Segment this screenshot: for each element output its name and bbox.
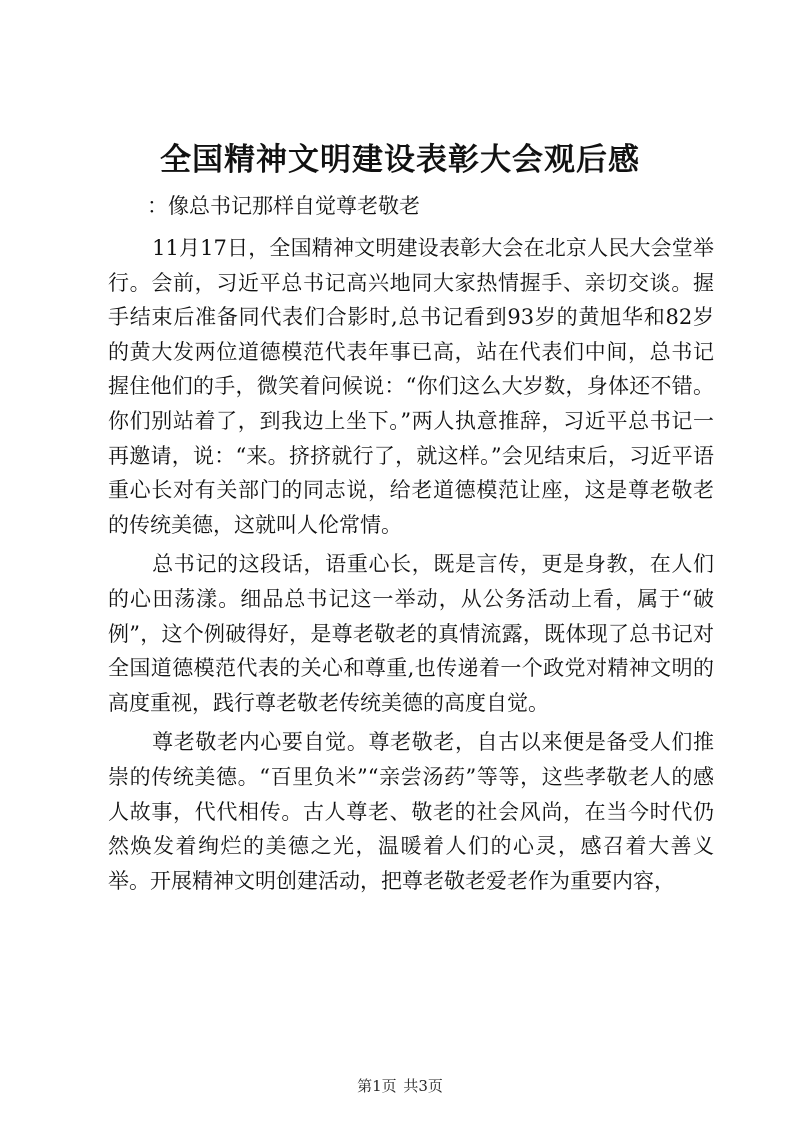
paragraph: 尊老敬老内心要自觉。尊老敬老，自古以来便是备受人们推崇的传统美德。“百里负米”“亲尝汤药”等等，这些孝敬老人的感人故事，代代相传。古人尊老、敬老的社会风尚，在当今时代仍然焕发着绚烂的美德之光，温暖着人们的心灵，感召着大善义举。开展精神文明创建活动，把尊老敬老爱老作为重要内容， (108, 730, 714, 893)
document-body (108, 231, 714, 903)
paragraph: 11月17日，全国精神文明建设表彰大会在北京人民大会堂举行。会前，习近平总书记高兴地同大家热情握手、亲切交谈。握手结束后准备同代表们合影时,总书记看到93岁的黄旭华和82岁的黄大发两位道德模范代表年事已高，站在代表们中间，总书记握住他们的手，微笑着问候说：“你们这么大岁数，身体还不错。你们别站着了，到我边上坐下。”两人执意推辞，习近平总书记一再邀请，说：“来。挤挤就行了，就这样。”会见结束后，习近平语重心长对有关部门的同志说，给老道德模范让座，这是尊老敬老的传统美德，这就叫人伦常情。 (108, 236, 714, 537)
paragraph: 总书记的这段话，语重心长，既是言传，更是身教，在人们的心田荡漾。细品总书记这一举动，从公务活动上看，属于“破例”，这个例破得好，是尊老敬老的真情流露，既体现了总书记对全国道德模范代表的关心和尊重,也传递着一个政党对精神文明的高度重视，践行尊老敬老传统美德的高度自觉。 (108, 552, 714, 715)
page-footer (0, 1076, 800, 1096)
document-title: 全国精神文明建设表彰大会观后感 (160, 142, 640, 178)
page-number: 第1页 (357, 1077, 397, 1095)
document-subtitle: ：像总书记那样自觉尊老敬老 (147, 194, 420, 218)
page-total: 共3页 (403, 1077, 443, 1095)
